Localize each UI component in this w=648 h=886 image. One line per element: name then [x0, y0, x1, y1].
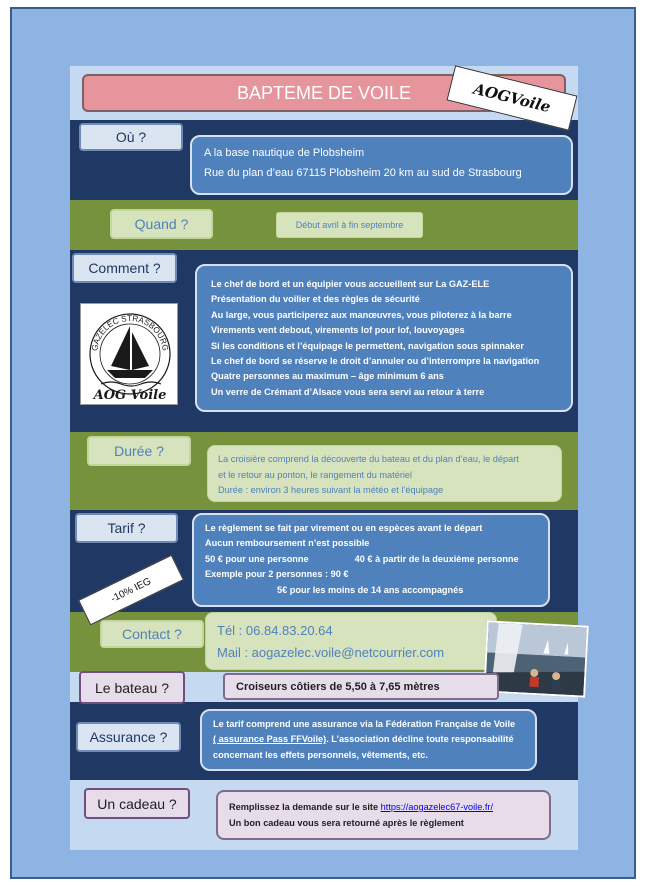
brand-tag: AOGVoile — [447, 65, 578, 130]
cadeau-line-2: Un bon cadeau vous sera retourné après le règlement — [229, 818, 464, 828]
page-title: BAPTEME DE VOILE — [82, 74, 566, 112]
comment-line-2: Présentation du voilier et des règles de sécurité — [211, 294, 420, 305]
logo-top-text: GAZELEC STRASBOURG — [90, 313, 170, 352]
club-logo-graphic — [81, 304, 179, 406]
contact-email: Mail : aogazelec.voile@netcourrier.com — [217, 645, 445, 660]
assurance-line-3: concernant les effets personnels, vêtements, etc. — [213, 749, 428, 760]
boat-photo — [483, 620, 589, 697]
label-contact: Contact ? — [100, 620, 204, 648]
tarif-price-group: 40 € à partir de la deuxième personne — [354, 553, 519, 564]
info-duree — [207, 445, 562, 502]
comment-line-5: Si les conditions et l’équipage le permettent, navigation sous spinnaker — [211, 340, 524, 351]
ou-line-2: Rue du plan d’eau 67115 Plobsheim 20 km au sud de Strasbourg — [204, 167, 522, 179]
comment-line-4: Virements vent debout, virements lof pour lof, louvoyages — [211, 325, 465, 336]
label-tarif: Tarif ? — [75, 513, 178, 543]
tarif-price-single: 50 € pour une personne — [205, 553, 309, 564]
comment-line-3: Au large, vous participerez aux manœuvres, vous piloterez à la barre — [211, 309, 512, 320]
label-bateau: Le bateau ? — [79, 671, 185, 704]
assurance-pass-link[interactable]: ( assurance Pass FFVoile) — [213, 734, 327, 745]
quand-value: Début avril à fin septembre — [276, 212, 423, 238]
label-cadeau: Un cadeau ? — [84, 788, 190, 819]
sail-icon — [111, 326, 130, 370]
contact-phone: Tél : 06.84.83.20.64 — [217, 623, 333, 638]
info-assurance — [200, 709, 537, 771]
comment-line-1: Le chef de bord et un équipier vous accueillent sur La GAZ-ELE — [211, 279, 490, 289]
hull-icon — [107, 370, 153, 378]
discount-tag: -10% IEG — [78, 555, 184, 626]
cadeau-line-1: Remplissez la demande sur le site — [229, 802, 381, 812]
comment-line-7: Quatre personnes au maximum – âge minimum 6 ans — [211, 371, 444, 382]
boat-photo-graphic — [485, 622, 589, 697]
tarif-child-price: 5€ pour les moins de 14 ans accompagnés — [277, 584, 464, 595]
bateau-value: Croiseurs côtiers de 5,50 à 7,65 mètres — [223, 673, 499, 700]
info-ou — [190, 135, 573, 195]
logo-bottom-text: AOG Voile — [93, 388, 167, 403]
label-assurance: Assurance ? — [76, 722, 181, 752]
comment-line-6: Le chef de bord se réserve le droit d’annuler ou d’interrompre la navigation — [211, 356, 540, 367]
sail-icon — [132, 332, 149, 370]
comment-line-8: Un verre de Crémant d’Alsace vous sera servi au retour à terre — [211, 386, 485, 397]
duree-line-3: Durée : environ 3 heures suivant la météo et l’équipage — [218, 485, 444, 495]
info-cadeau — [216, 790, 551, 840]
assurance-line-2: . L’association décline toute responsabilité — [326, 734, 514, 745]
label-quand: Quand ? — [110, 209, 213, 239]
info-tarif — [192, 513, 550, 607]
info-comment — [195, 264, 573, 412]
tarif-line-1: Le règlement se fait par virement ou en espèces avant le départ — [205, 523, 483, 533]
tarif-line-2: Aucun remboursement n’est possible — [205, 538, 370, 549]
cadeau-website-link[interactable]: https://aogazelec67-voile.fr/ — [380, 802, 494, 812]
duree-line-1: La croisière comprend la découverte du bateau et du plan d’eau, le départ — [218, 454, 519, 464]
label-ou: Où ? — [79, 123, 183, 151]
label-comment: Comment ? — [72, 253, 177, 283]
duree-line-2: et le retour au ponton, le rangement du matériel — [218, 469, 413, 480]
info-contact — [205, 612, 497, 670]
ou-line-1: A la base nautique de Plobsheim — [204, 147, 365, 159]
label-duree: Durée ? — [87, 436, 191, 466]
club-logo — [80, 303, 178, 405]
tarif-example: Exemple pour 2 personnes : 90 € — [205, 569, 349, 580]
assurance-line-1: Le tarif comprend une assurance via la Fédération Française de Voile — [213, 719, 516, 729]
